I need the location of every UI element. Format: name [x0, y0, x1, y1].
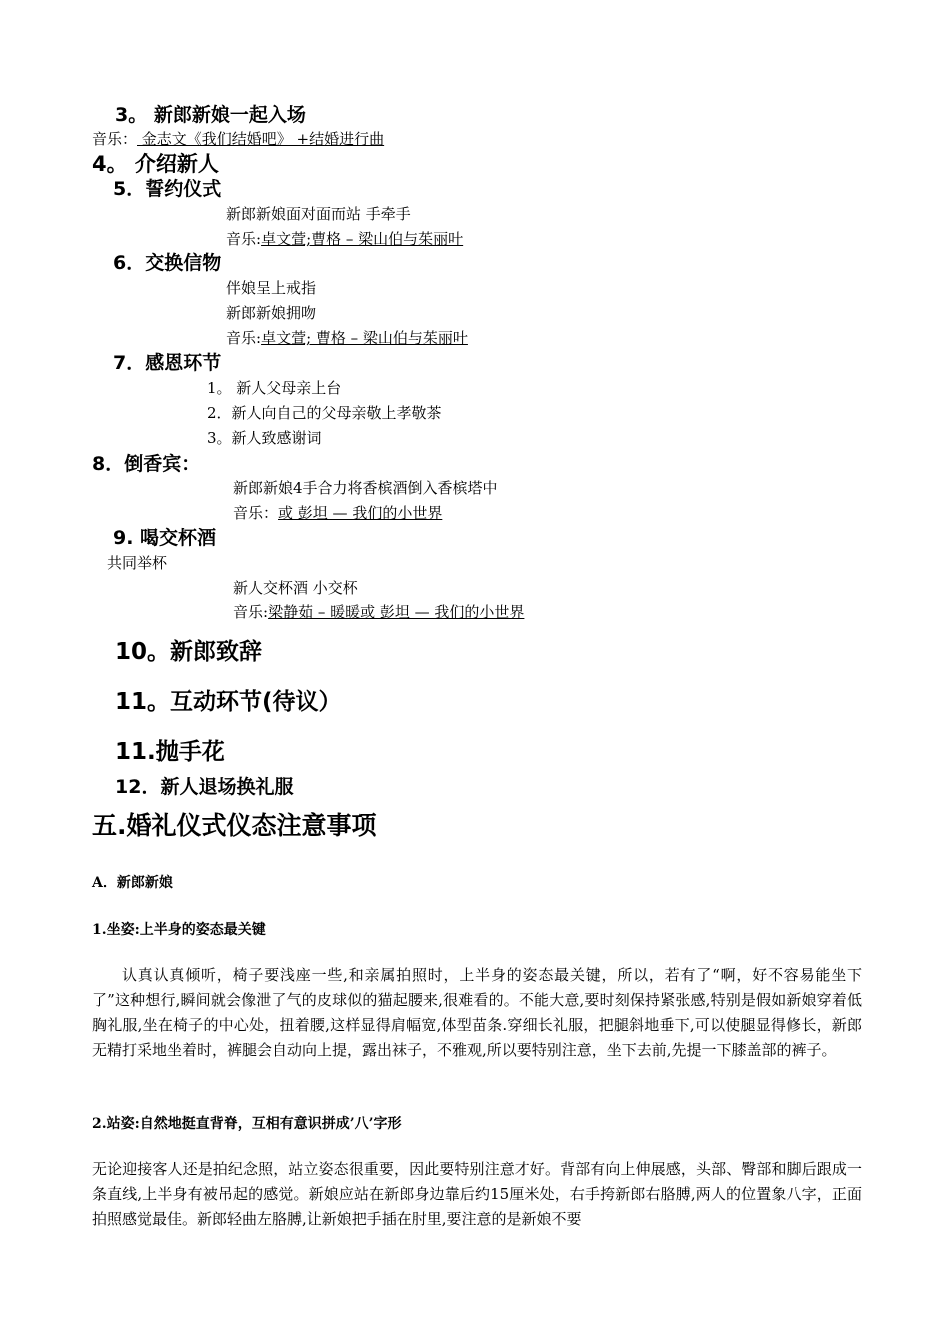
- item-detail: 1。 新人父母亲上台: [207, 379, 342, 397]
- item-heading: 4。 介绍新人: [92, 152, 219, 176]
- item-heading: 5．誓约仪式: [113, 178, 222, 200]
- music-prefix: 音乐:: [226, 230, 262, 248]
- item-heading: 6．交换信物: [113, 252, 222, 274]
- music-line: [233, 502, 442, 523]
- item-detail: 新郎新娘4手合力将香槟酒倒入香槟塔中: [233, 479, 498, 497]
- subsection-title: A．新郎新娘: [92, 875, 173, 891]
- paragraph-text: 无论迎接客人还是拍纪念照，站立姿态很重要，因此要特别注意才好。背部有向上伸展感，头部、臀部和脚后跟成一条直线,上半身有被吊起的感觉。新娘应站在新郎身边靠后约15厘米处，右手挎新郎右胳膊,两人的位置象八字，正面拍照感觉最佳。新郎轻曲左胳膊,让新娘把手插在肘里,要注意的是新娘不要: [92, 1160, 862, 1228]
- section-title: 五.婚礼仪式仪态注意事项: [92, 811, 377, 840]
- music-title: 金志文《我们结婚吧》 +结婚进行曲: [137, 130, 385, 148]
- item-heading: 9. 喝交杯酒: [113, 527, 217, 549]
- music-prefix: 音乐:: [233, 603, 269, 621]
- item-heading: 11.抛手花: [115, 739, 225, 765]
- item-detail: 新郎新娘面对面而站 手牵手: [226, 205, 411, 223]
- music-title: 卓文萱;曹格 – 梁山伯与茱丽叶: [261, 230, 464, 248]
- item-heading: 7．感恩环节: [113, 352, 222, 374]
- music-line: [233, 601, 524, 622]
- music-line: [92, 128, 384, 149]
- item-detail: 伴娘呈上戒指: [226, 279, 317, 297]
- item-heading: 3。 新郎新娘一起入场: [115, 104, 306, 126]
- music-title: 梁静茹 – 暖暖或 彭坦 — 我们的小世界: [268, 603, 525, 621]
- item-detail: 新郎新娘拥吻: [226, 304, 317, 322]
- item-detail: 新人交杯酒 小交杯: [233, 579, 358, 597]
- music-line: [226, 327, 468, 348]
- item-heading: 10。新郎致辞: [115, 639, 263, 665]
- music-line: [226, 228, 463, 249]
- music-prefix: 音乐:: [226, 329, 262, 347]
- paragraph-title: 2.站姿:自然地挺直背脊，互相有意识拼成’八’字形: [92, 1116, 402, 1132]
- item-note: 共同举杯: [107, 554, 168, 572]
- item-detail: 2．新人向自己的父母亲敬上孝敬茶: [207, 404, 442, 422]
- music-title: 卓文萱; 曹格 – 梁山伯与茱丽叶: [261, 329, 468, 347]
- paragraph-title: 1.坐姿:上半身的姿态最关键: [92, 922, 266, 938]
- item-heading: 12．新人退场换礼服: [115, 776, 294, 798]
- item-heading: 8．倒香宾：: [92, 453, 201, 475]
- music-prefix: 音乐：: [233, 504, 279, 522]
- item-heading: 11。互动环节(待议）: [115, 689, 342, 715]
- music-prefix: 音乐：: [92, 130, 138, 148]
- paragraph-text: 认真认真倾听，椅子要浅座一些,和亲属拍照时，上半身的姿态最关键，所以，若有了“啊，好不容易能坐下了”这种想行,瞬间就会像泄了气的皮球似的猫起腰来,很难看的。不能大意,要时刻保持紧张感,特别是假如新娘穿着低胸礼服,坐在椅子的中心处，扭着腰,这样显得肩幅宽,体型苗条.穿细长礼服，把腿斜地垂下,可以使腿显得修长，新郎无精打采地坐着时，裤腿会自动向上提，露出袜子，不雅观,所以要特别注意，坐下去前,先提一下膝盖部的裤子。: [92, 966, 862, 1059]
- music-title: 或 彭坦 — 我们的小世界: [278, 504, 443, 522]
- item-detail: 3。新人致感谢词: [207, 429, 322, 447]
